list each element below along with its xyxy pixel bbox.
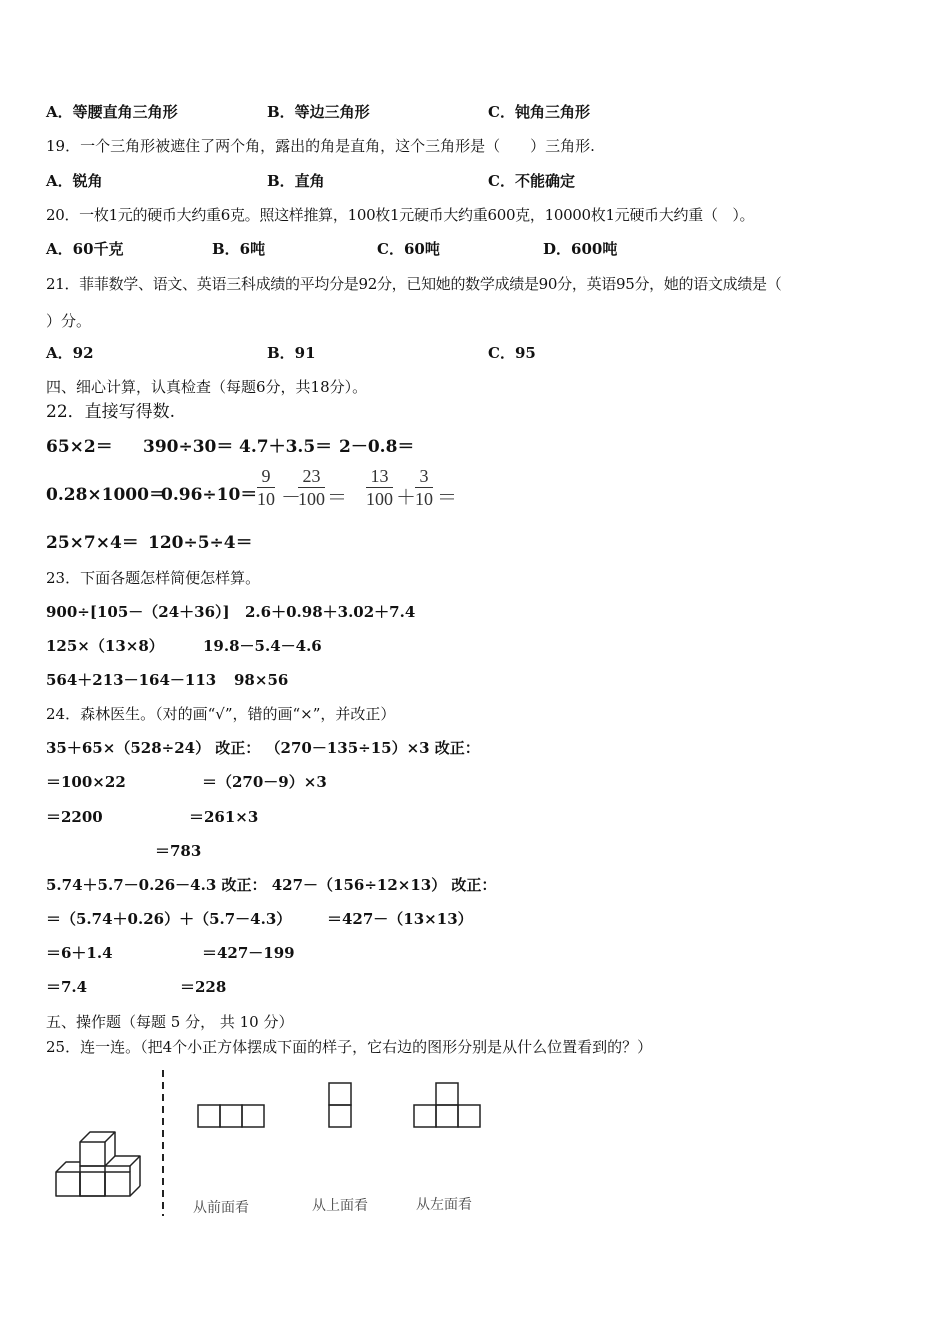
fraction-numerator: 3 (419, 466, 429, 486)
q20-stem: 20．一枚1元的硬币大约重6克。照这样推算，100枚1元硬币大约重600克，10000枚1元硬币大约重（ ）。 (46, 206, 755, 224)
section5-title: 五、操作题（每题 5 分， 共 10 分） (46, 1013, 294, 1031)
q24-b2: ＝261×3 (189, 808, 259, 826)
q23-expr-3: 125×（13×8） (46, 637, 164, 655)
q23-expr-5: 564＋213－164－113 (46, 671, 217, 689)
fraction-bar (257, 487, 275, 488)
q24-b3: ＝783 (155, 842, 202, 860)
q22-expr-9: 25×7×4＝ (46, 533, 139, 553)
q22-plus-sign: ＋ (396, 485, 416, 509)
q22-expr-2: 390÷30＝ (143, 437, 234, 457)
q22-fraction-3-10 (415, 466, 433, 509)
q22-expr-4: 2－0.8＝ (339, 437, 415, 457)
q24-a2: ＝2200 (46, 808, 103, 826)
q22-fraction-9-10 (257, 466, 275, 509)
q21-stem-line1: 21．菲菲数学、语文、英语三科成绩的平均分是92分，已知她的数学成绩是90分，英语95分，她的语文成绩是（ (46, 275, 782, 293)
q23-expr-6: 98×56 (234, 671, 289, 689)
q24-line1: 35＋65×（528÷24） 改正： （270－135÷15）×3 改正： (46, 739, 480, 757)
q22-expr-10: 120÷5÷4＝ (148, 533, 253, 553)
q22-expr-3: 4.7＋3.5＝ (239, 437, 333, 457)
q25-title: 25．连一连。（把4个小正方体摆成下面的样子，它右边的图形分别是从什么位置看到的？） (46, 1038, 653, 1056)
front-view-figure (197, 1104, 267, 1130)
q24-d1: ＝427－（13×13） (327, 910, 473, 928)
caption-top-view: 从上面看 (312, 1198, 368, 1214)
q23-expr-4: 19.8－5.4－4.6 (203, 637, 322, 655)
q24-b1: ＝（270－9）×3 (202, 773, 327, 791)
q23-expr-1: 900÷[105－（24＋36）] (46, 603, 230, 621)
q18-option-c: C．钝角三角形 (488, 103, 590, 121)
q22-fraction-13-100 (366, 466, 393, 509)
q19-option-c: C．不能确定 (488, 172, 575, 190)
q20-option-c: C．60吨 (377, 240, 440, 258)
q19-option-a: A．锐角 (46, 172, 103, 190)
q21-option-b: B．91 (267, 344, 316, 362)
fraction-denominator: 100 (298, 489, 325, 509)
q22-title: 22．直接写得数. (46, 402, 176, 422)
caption-front-view: 从前面看 (193, 1200, 249, 1216)
q21-option-a: A．92 (46, 344, 94, 362)
q24-d3: ＝228 (180, 978, 227, 996)
q24-c3: ＝7.4 (46, 978, 88, 996)
section4-title: 四、细心计算，认真检查（每题6分，共18分）。 (46, 378, 368, 396)
q24-d2: ＝427－199 (202, 944, 295, 962)
q18-option-a: A．等腰直角三角形 (46, 103, 178, 121)
q18-option-b: B．等边三角形 (267, 103, 370, 121)
q23-expr-2: 2.6＋0.98＋3.02＋7.4 (245, 603, 416, 621)
q24-c1: ＝（5.74＋0.26）＋（5.7－4.3） (46, 910, 292, 928)
fraction-numerator: 13 (370, 466, 389, 486)
q22-equals-sign: ＝ (327, 485, 347, 509)
fraction-bar (366, 487, 393, 488)
cube-stack-figure (50, 1125, 150, 1200)
fraction-numerator: 9 (261, 466, 271, 486)
fraction-bar (298, 487, 325, 488)
q21-stem-line2: ）分。 (46, 312, 92, 330)
q24-title: 24．森林医生。（对的画“√”，错的画“×”，并改正） (46, 705, 396, 723)
q22-equals-sign-2: ＝ (437, 485, 457, 509)
fraction-bar (415, 487, 433, 488)
q22-minus-sign: － (281, 485, 301, 509)
q23-title: 23．下面各题怎样简便怎样算。 (46, 569, 261, 587)
caption-left-view: 从左面看 (416, 1197, 472, 1213)
q22-expr-5: 0.28×1000＝ (46, 485, 166, 505)
q19-stem: 19．一个三角形被遮住了两个角，露出的角是直角，这个三角形是（ ）三角形. (46, 137, 595, 155)
q24-a1: ＝100×22 (46, 773, 126, 791)
q24-c2: ＝6＋1.4 (46, 944, 113, 962)
left-view-figure (413, 1082, 483, 1130)
q22-expr-1: 65×2＝ (46, 437, 113, 457)
q22-expr-6: 0.96÷10＝ (161, 485, 258, 505)
q20-option-a: A．60千克 (46, 240, 124, 258)
dashed-divider (160, 1070, 166, 1216)
q24-line2: 5.74＋5.7－0.26－4.3 改正： 427－（156÷12×13） 改正： (46, 876, 497, 894)
fraction-numerator: 23 (302, 466, 321, 486)
fraction-denominator: 10 (415, 489, 433, 509)
q21-option-c: C．95 (488, 344, 536, 362)
fraction-denominator: 10 (257, 489, 275, 509)
fraction-denominator: 100 (366, 489, 393, 509)
q20-option-d: D．600吨 (543, 240, 618, 258)
q19-option-b: B．直角 (267, 172, 325, 190)
q22-fraction-23-100 (298, 466, 325, 509)
q20-option-b: B．6吨 (212, 240, 266, 258)
top-view-figure (328, 1082, 354, 1130)
